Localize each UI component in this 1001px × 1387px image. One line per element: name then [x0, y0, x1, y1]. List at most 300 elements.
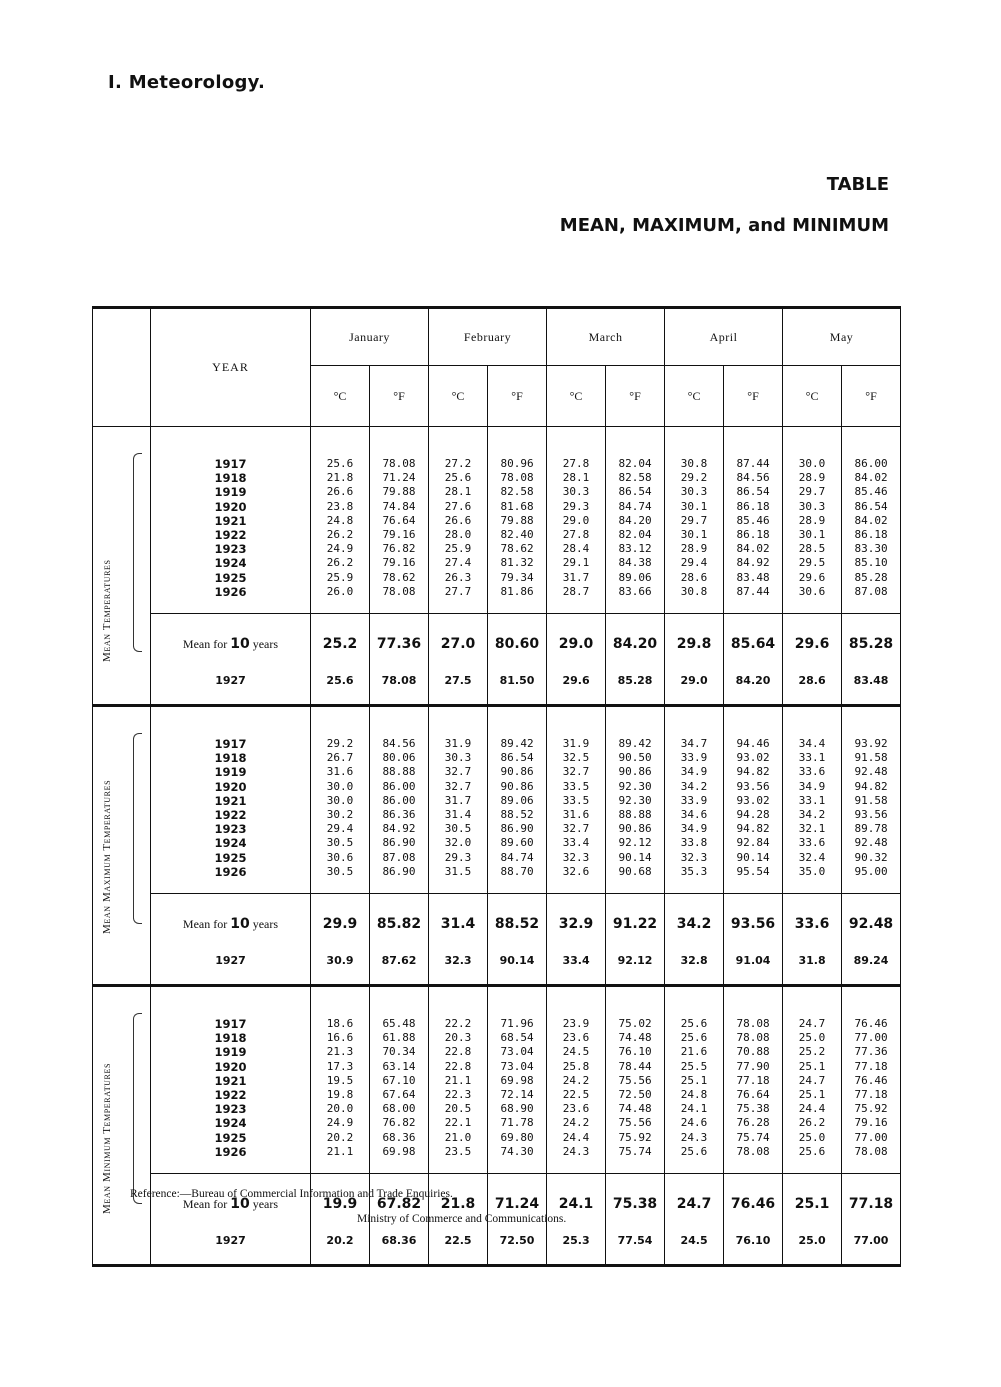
value-cell: 34.4 [798, 737, 826, 751]
value-cell: 77.90 [736, 1059, 770, 1073]
year-1927-row [93, 674, 901, 706]
value-cell: 90.50 [618, 751, 652, 765]
value-cell: 21.1 [444, 1073, 472, 1087]
year-cell: 1917 [214, 457, 247, 471]
mean-value: 71.24 [488, 1174, 547, 1235]
year-1927-value: 77.00 [842, 1234, 901, 1266]
year-1927-value: 87.62 [370, 954, 429, 986]
year-1927-value: 25.6 [311, 674, 370, 706]
value-cell: 26.2 [798, 1116, 826, 1130]
year-cell: 1923 [214, 1102, 247, 1117]
value-cell: 20.3 [444, 1031, 472, 1045]
value-cell: 84.74 [500, 850, 534, 864]
value-cell: 27.8 [562, 457, 590, 470]
section-heading: I. Meteorology. [108, 72, 266, 93]
mean-value: 75.38 [606, 1174, 665, 1235]
year-1927-value: 77.54 [606, 1234, 665, 1266]
year-cell: 1922 [214, 1088, 247, 1103]
value-cell: 22.3 [444, 1088, 472, 1102]
value-cell: 74.48 [618, 1102, 652, 1116]
value-cell: 90.86 [618, 765, 652, 779]
value-cell: 81.86 [500, 584, 534, 598]
year-cell: 1919 [214, 485, 247, 500]
value-cell: 30.3 [680, 485, 708, 499]
value-cell: 77.18 [736, 1073, 770, 1087]
year-cell: 1922 [214, 528, 247, 543]
value-cell: 86.90 [382, 836, 416, 850]
year-cell: 1920 [214, 499, 247, 514]
mean-maximum-temperatures-section [93, 706, 901, 894]
value-cell: 78.08 [736, 1144, 770, 1158]
value-cell: 77.18 [854, 1059, 888, 1073]
year-1927-value: 29.0 [665, 674, 724, 706]
value-cell: 30.3 [444, 751, 472, 765]
year-cell: 1923 [214, 542, 247, 557]
year-cell: 1926 [214, 584, 247, 599]
mean-value: 25.1 [783, 1174, 842, 1235]
value-cell: 65.48 [382, 1017, 416, 1031]
unit-header: °C [311, 366, 370, 427]
value-cell: 79.88 [500, 513, 534, 527]
year-cell: 1923 [214, 822, 247, 837]
value-cell: 30.3 [798, 499, 826, 513]
value-cell: 33.6 [798, 836, 826, 850]
value-cell: 77.18 [854, 1088, 888, 1102]
value-cell: 90.32 [854, 850, 888, 864]
value-cell: 92.30 [618, 793, 652, 807]
value-column [429, 986, 488, 1174]
value-cell: 79.34 [500, 570, 534, 584]
value-cell: 30.0 [326, 779, 354, 793]
value-column [665, 427, 724, 614]
value-cell: 24.2 [562, 1116, 590, 1130]
temperature-table [92, 306, 900, 1267]
value-cell: 24.4 [798, 1102, 826, 1116]
value-cell: 86.18 [736, 499, 770, 513]
value-cell: 32.7 [562, 765, 590, 779]
value-cell: 25.6 [326, 457, 354, 470]
value-cell: 94.28 [736, 808, 770, 822]
value-cell: 78.08 [736, 1031, 770, 1045]
value-cell: 75.92 [618, 1130, 652, 1144]
year-cell: 1919 [214, 765, 247, 780]
value-cell: 93.92 [854, 737, 888, 751]
value-cell: 93.56 [736, 779, 770, 793]
value-cell: 76.46 [854, 1073, 888, 1087]
value-cell: 84.02 [736, 542, 770, 556]
value-cell: 30.3 [562, 485, 590, 499]
value-cell: 85.28 [854, 570, 888, 584]
value-column [665, 986, 724, 1174]
value-cell: 25.8 [562, 1059, 590, 1073]
year-cell: 1921 [214, 513, 247, 528]
year-cell: 1919 [214, 1045, 247, 1060]
value-cell: 74.48 [618, 1031, 652, 1045]
value-cell: 72.50 [618, 1088, 652, 1102]
value-cell: 95.00 [854, 864, 888, 878]
value-cell: 91.58 [854, 793, 888, 807]
value-cell: 78.08 [382, 584, 416, 598]
value-cell: 27.4 [444, 556, 472, 570]
month-header-february: February [429, 308, 547, 366]
value-cell: 24.9 [326, 542, 354, 556]
year-1927-value: 91.04 [724, 954, 783, 986]
value-cell: 86.54 [618, 485, 652, 499]
value-cell: 92.84 [736, 836, 770, 850]
value-column [547, 706, 606, 894]
value-cell: 24.2 [562, 1073, 590, 1087]
year-list [151, 706, 311, 894]
value-cell: 82.04 [618, 457, 652, 470]
year-1927-value: 83.48 [842, 674, 901, 706]
value-cell: 20.5 [444, 1102, 472, 1116]
value-cell: 74.84 [382, 499, 416, 513]
value-cell: 32.6 [562, 864, 590, 878]
value-cell: 90.86 [500, 779, 534, 793]
value-cell: 25.6 [680, 1031, 708, 1045]
value-cell: 30.5 [326, 864, 354, 878]
value-cell: 29.2 [326, 737, 354, 751]
value-cell: 88.52 [500, 808, 534, 822]
value-cell: 94.82 [736, 765, 770, 779]
value-cell: 94.46 [736, 737, 770, 751]
year-1927-value: 25.3 [547, 1234, 606, 1266]
value-cell: 30.0 [326, 793, 354, 807]
value-cell: 32.5 [562, 751, 590, 765]
mean-label [151, 1174, 311, 1235]
value-cell: 68.36 [382, 1130, 416, 1144]
value-cell: 84.74 [618, 499, 652, 513]
value-cell: 30.0 [798, 457, 826, 470]
year-cell: 1918 [214, 471, 247, 486]
value-cell: 75.38 [736, 1102, 770, 1116]
mean-years-count: 10 [230, 916, 250, 933]
value-cell: 77.36 [854, 1045, 888, 1059]
value-cell: 68.90 [500, 1102, 534, 1116]
value-cell: 63.14 [382, 1059, 416, 1073]
value-cell: 72.14 [500, 1088, 534, 1102]
value-cell: 84.92 [382, 822, 416, 836]
value-cell: 21.6 [680, 1045, 708, 1059]
value-cell: 29.4 [680, 556, 708, 570]
value-cell: 23.8 [326, 499, 354, 513]
value-cell: 23.6 [562, 1102, 590, 1116]
unit-header: °C [429, 366, 488, 427]
mean-value: 29.9 [311, 894, 370, 955]
value-cell: 69.98 [500, 1073, 534, 1087]
value-cell: 90.68 [618, 864, 652, 878]
value-column [488, 986, 547, 1174]
value-cell: 71.78 [500, 1116, 534, 1130]
value-cell: 85.46 [736, 513, 770, 527]
value-column [783, 986, 842, 1174]
value-cell: 29.3 [562, 499, 590, 513]
value-cell: 83.66 [618, 584, 652, 598]
value-cell: 76.64 [382, 513, 416, 527]
value-cell: 29.6 [798, 570, 826, 584]
value-column [606, 427, 665, 614]
value-cell: 21.3 [326, 1045, 354, 1059]
value-cell: 81.68 [500, 499, 534, 513]
value-cell: 25.0 [798, 1130, 826, 1144]
value-cell: 24.3 [680, 1130, 708, 1144]
mean-value: 21.8 [429, 1174, 488, 1235]
value-cell: 67.64 [382, 1088, 416, 1102]
value-column [783, 706, 842, 894]
value-column [429, 706, 488, 894]
year-1927-value: 81.50 [488, 674, 547, 706]
value-cell: 30.1 [680, 528, 708, 542]
value-cell: 22.8 [444, 1059, 472, 1073]
section-label: Mean Minimum Temperatures [101, 1063, 113, 1215]
value-cell: 29.4 [326, 822, 354, 836]
value-cell: 25.6 [444, 471, 472, 485]
year-1927-value: 29.6 [547, 674, 606, 706]
value-cell: 84.02 [854, 513, 888, 527]
value-cell: 31.4 [444, 808, 472, 822]
value-cell: 24.3 [562, 1144, 590, 1158]
value-cell: 29.2 [680, 471, 708, 485]
value-cell: 89.42 [618, 737, 652, 751]
value-cell: 22.1 [444, 1116, 472, 1130]
value-cell: 91.58 [854, 751, 888, 765]
mean-value: 25.2 [311, 614, 370, 675]
year-cell: 1921 [214, 793, 247, 808]
value-cell: 34.2 [798, 808, 826, 822]
value-cell: 78.08 [500, 471, 534, 485]
value-cell: 86.00 [382, 793, 416, 807]
year-1927-value: 32.8 [665, 954, 724, 986]
value-cell: 89.60 [500, 836, 534, 850]
value-cell: 16.6 [326, 1031, 354, 1045]
value-cell: 30.8 [680, 457, 708, 470]
value-cell: 77.00 [854, 1130, 888, 1144]
year-cell: 1917 [214, 1017, 247, 1032]
value-cell: 30.1 [798, 528, 826, 542]
value-column [488, 706, 547, 894]
value-cell: 24.4 [562, 1130, 590, 1144]
value-cell: 30.6 [798, 584, 826, 598]
value-cell: 84.92 [736, 556, 770, 570]
unit-header: °F [488, 366, 547, 427]
value-cell: 90.14 [736, 850, 770, 864]
mean-label-text: Mean for [182, 637, 228, 652]
year-1927-value: 20.2 [311, 1234, 370, 1266]
value-cell: 86.00 [854, 457, 888, 470]
value-cell: 32.7 [562, 822, 590, 836]
value-cell: 93.02 [736, 751, 770, 765]
value-column [547, 427, 606, 614]
mean-value: 31.4 [429, 894, 488, 955]
value-cell: 78.62 [500, 542, 534, 556]
mean-row [93, 894, 901, 955]
unit-header: °C [665, 366, 724, 427]
year-1927-value: 89.24 [842, 954, 901, 986]
value-cell: 33.5 [562, 793, 590, 807]
value-cell: 28.6 [680, 570, 708, 584]
value-cell: 25.5 [680, 1059, 708, 1073]
value-cell: 87.44 [736, 457, 770, 470]
value-cell: 90.86 [618, 822, 652, 836]
table-subtitle: MEAN, MAXIMUM, and MINIMUM [559, 215, 889, 236]
value-cell: 28.9 [798, 471, 826, 485]
value-cell: 32.0 [444, 836, 472, 850]
unit-header: °F [606, 366, 665, 427]
year-cell: 1926 [214, 1144, 247, 1159]
year-1927-value: 25.0 [783, 1234, 842, 1266]
value-cell: 94.82 [854, 779, 888, 793]
value-cell: 86.18 [854, 528, 888, 542]
value-cell: 88.88 [382, 765, 416, 779]
value-cell: 74.30 [500, 1144, 534, 1158]
value-column [370, 986, 429, 1174]
year-1927-value: 31.8 [783, 954, 842, 986]
value-cell: 26.2 [326, 556, 354, 570]
value-cell: 32.7 [444, 779, 472, 793]
value-cell: 30.2 [326, 808, 354, 822]
value-cell: 25.1 [680, 1073, 708, 1087]
value-cell: 89.06 [618, 570, 652, 584]
value-cell: 31.6 [562, 808, 590, 822]
value-cell: 69.98 [382, 1144, 416, 1158]
value-cell: 26.3 [444, 570, 472, 584]
value-cell: 79.88 [382, 485, 416, 499]
brace-mark [133, 733, 142, 924]
value-column [724, 986, 783, 1174]
value-cell: 82.58 [500, 485, 534, 499]
value-cell: 79.16 [382, 528, 416, 542]
value-cell: 27.8 [562, 528, 590, 542]
value-cell: 85.10 [854, 556, 888, 570]
year-1927-label: 1927 [151, 674, 311, 706]
value-cell: 32.3 [680, 850, 708, 864]
value-cell: 25.9 [326, 570, 354, 584]
value-cell: 75.56 [618, 1073, 652, 1087]
year-1927-value: 27.5 [429, 674, 488, 706]
year-cell: 1918 [214, 1031, 247, 1046]
value-cell: 25.2 [798, 1045, 826, 1059]
value-cell: 82.40 [500, 528, 534, 542]
year-1927-value: 92.12 [606, 954, 665, 986]
value-cell: 81.32 [500, 556, 534, 570]
value-column [606, 706, 665, 894]
value-cell: 75.02 [618, 1017, 652, 1031]
value-cell: 17.3 [326, 1059, 354, 1073]
value-column [665, 706, 724, 894]
value-cell: 30.6 [326, 850, 354, 864]
value-cell: 29.7 [680, 513, 708, 527]
value-cell: 90.14 [618, 850, 652, 864]
value-cell: 19.8 [326, 1088, 354, 1102]
value-cell: 75.56 [618, 1116, 652, 1130]
mean-label-text: Mean for [182, 917, 228, 932]
value-cell: 29.7 [798, 485, 826, 499]
value-cell: 76.10 [618, 1045, 652, 1059]
mean-value: 80.60 [488, 614, 547, 675]
mean-years-count: 10 [230, 636, 250, 653]
value-cell: 86.54 [500, 751, 534, 765]
year-cell: 1924 [214, 836, 247, 851]
value-cell: 71.96 [500, 1017, 534, 1031]
value-cell: 76.28 [736, 1116, 770, 1130]
value-cell: 75.74 [736, 1130, 770, 1144]
value-cell: 78.08 [736, 1017, 770, 1031]
value-cell: 22.2 [444, 1017, 472, 1031]
value-cell: 18.6 [326, 1017, 354, 1031]
value-cell: 21.0 [444, 1130, 472, 1144]
value-cell: 22.5 [562, 1088, 590, 1102]
value-cell: 24.7 [798, 1073, 826, 1087]
mean-value: 33.6 [783, 894, 842, 955]
value-cell: 28.4 [562, 542, 590, 556]
year-cell: 1920 [214, 1059, 247, 1074]
value-cell: 35.3 [680, 864, 708, 878]
year-cell: 1917 [214, 737, 247, 752]
mean-value: 27.0 [429, 614, 488, 675]
mean-value: 85.64 [724, 614, 783, 675]
year-1927-value: 24.5 [665, 1234, 724, 1266]
brace-mark [133, 453, 142, 652]
value-column [311, 427, 370, 614]
mean-label-suffix: years [252, 1197, 279, 1212]
value-cell: 71.24 [382, 471, 416, 485]
value-column [429, 427, 488, 614]
value-cell: 76.82 [382, 542, 416, 556]
mean-value: 34.2 [665, 894, 724, 955]
value-cell: 94.82 [736, 822, 770, 836]
value-cell: 76.46 [854, 1017, 888, 1031]
value-cell: 75.92 [854, 1102, 888, 1116]
value-column [783, 427, 842, 614]
value-cell: 31.7 [562, 570, 590, 584]
value-cell: 89.42 [500, 737, 534, 751]
value-cell: 84.02 [854, 471, 888, 485]
value-cell: 86.90 [500, 822, 534, 836]
value-cell: 32.1 [798, 822, 826, 836]
mean-label [151, 614, 311, 675]
value-cell: 87.08 [854, 584, 888, 598]
value-cell: 31.9 [562, 737, 590, 751]
value-column [488, 427, 547, 614]
value-cell: 28.1 [562, 471, 590, 485]
value-cell: 30.1 [680, 499, 708, 513]
value-cell: 30.8 [680, 584, 708, 598]
value-cell: 33.4 [562, 836, 590, 850]
mean-label-text: Mean for [182, 1197, 228, 1212]
value-cell: 29.5 [798, 556, 826, 570]
value-cell: 19.5 [326, 1073, 354, 1087]
value-cell: 68.54 [500, 1031, 534, 1045]
value-cell: 27.7 [444, 584, 472, 598]
value-cell: 29.3 [444, 850, 472, 864]
value-cell: 30.5 [326, 836, 354, 850]
value-column [311, 986, 370, 1174]
value-cell: 25.6 [680, 1017, 708, 1031]
value-cell: 27.2 [444, 457, 472, 470]
value-cell: 33.9 [680, 751, 708, 765]
value-cell: 78.62 [382, 570, 416, 584]
unit-header: °F [842, 366, 901, 427]
value-cell: 70.34 [382, 1045, 416, 1059]
year-1927-label: 1927 [151, 954, 311, 986]
brace-mark [133, 1013, 142, 1204]
value-cell: 90.86 [500, 765, 534, 779]
mean-value: 29.0 [547, 614, 606, 675]
value-cell: 95.54 [736, 864, 770, 878]
mean-row [93, 1174, 901, 1235]
year-cell: 1924 [214, 1116, 247, 1131]
value-cell: 92.48 [854, 836, 888, 850]
